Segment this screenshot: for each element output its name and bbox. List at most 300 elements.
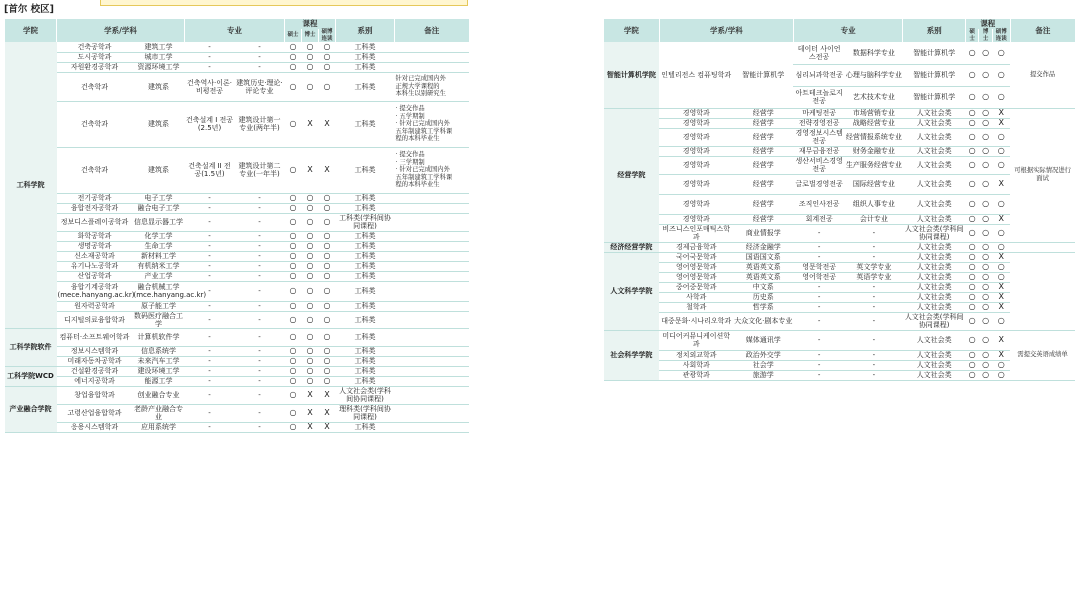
major-cn: - — [235, 231, 285, 241]
table-row — [5, 251, 469, 261]
course-doctor: ○ — [302, 42, 319, 52]
major-ko: - — [185, 193, 235, 203]
major-ko: - — [185, 422, 235, 432]
major-cn: - — [235, 52, 285, 62]
remark-cell — [395, 328, 469, 346]
course-combined: ○ — [319, 42, 336, 52]
major-cn: - — [235, 346, 285, 356]
course-doctor: ○ — [302, 311, 319, 328]
dept-cn: 经济金融学 — [733, 242, 793, 252]
dept-ko: 경영학과 — [659, 174, 733, 194]
remark-line: · 五学期制 — [395, 112, 425, 120]
dept-ko: 화학공학과 — [57, 231, 133, 241]
major-ko: - — [793, 350, 844, 360]
header-course: 课程 — [965, 19, 1010, 29]
table-row — [604, 194, 1076, 214]
course-combined: ○ — [992, 262, 1010, 272]
dept-cn: 原子能工学 — [133, 301, 185, 311]
dept-ko: 원자력공학과 — [57, 301, 133, 311]
course-combined: ○ — [992, 146, 1010, 156]
dept-ko: 철학과 — [659, 302, 733, 312]
course-combined: ○ — [992, 86, 1010, 108]
table-row — [604, 272, 1076, 282]
course-master: ○ — [965, 312, 978, 330]
table-row — [5, 213, 469, 231]
dept-ko: 산업공학과 — [57, 271, 133, 281]
dept-ko: 유기나노공학과 — [57, 261, 133, 271]
major-cn: - — [845, 350, 903, 360]
course-combined: ○ — [319, 328, 336, 346]
table-row — [604, 360, 1076, 370]
major-ko: - — [185, 231, 235, 241]
course-doctor: ○ — [979, 108, 992, 118]
dept-ko: 건축학과 — [57, 72, 133, 101]
dept-cn: 媒体通讯学 — [733, 330, 793, 350]
major-cn: - — [845, 252, 903, 262]
major-ko: - — [185, 404, 235, 422]
dept-ko: 경제금융학과 — [659, 242, 733, 252]
major-ko: - — [793, 242, 844, 252]
course-master: ○ — [965, 370, 978, 380]
course-doctor: ○ — [979, 224, 992, 242]
header-remark: 备注 — [1010, 19, 1075, 42]
course-master: ○ — [285, 72, 302, 101]
dept-ko: 국어국문학과 — [659, 252, 733, 262]
remark-line: 针对已完成国内外 — [395, 75, 446, 83]
course-master: ○ — [285, 231, 302, 241]
table-row — [5, 328, 469, 346]
dept-ko: 경영학과 — [659, 194, 733, 214]
major-ko: 조직인사전공 — [793, 194, 844, 214]
series-cell: 工科类 — [336, 203, 395, 213]
course-master: ○ — [965, 146, 978, 156]
dept-ko: 디지털의료융합학과 — [57, 311, 133, 328]
series-cell: 人文社会类 — [903, 174, 966, 194]
table-row — [604, 302, 1076, 312]
table-row — [604, 252, 1076, 262]
major-ko: 데이터 사이언스전공 — [793, 42, 844, 64]
major-ko: - — [185, 328, 235, 346]
dept-ko: 신소재공학과 — [57, 251, 133, 261]
series-cell: 人文社会类(学科间协同课程) — [904, 313, 964, 329]
table-row — [5, 241, 469, 251]
major-cn: - — [845, 330, 903, 350]
table-row — [5, 271, 469, 281]
dept-cn: 中文系 — [733, 282, 793, 292]
course-combined: X — [319, 404, 336, 422]
major-ko: - — [185, 261, 235, 271]
dept-ko: 건축학과 — [57, 101, 133, 147]
series-cell: 工科类(学科间协同课程) — [336, 213, 395, 231]
major-ko: - — [185, 251, 235, 261]
major-cn: - — [235, 328, 285, 346]
course-master: ○ — [965, 128, 978, 146]
course-master: ○ — [965, 214, 978, 224]
table-row — [604, 242, 1076, 252]
dept-ko: 중어중문학과 — [659, 282, 733, 292]
course-master: ○ — [285, 203, 302, 213]
major-ko: - — [185, 62, 235, 72]
series-cell: 工科类 — [336, 366, 395, 376]
dept-cn: 资源环境工学 — [133, 62, 185, 72]
remark-cell — [395, 72, 469, 101]
course-master: ○ — [285, 404, 302, 422]
major-cn: - — [845, 302, 903, 312]
course-combined: ○ — [319, 281, 336, 301]
course-master: ○ — [285, 328, 302, 346]
course-master: ○ — [285, 386, 302, 404]
dept-ko: 관광학과 — [659, 370, 733, 380]
dept-ko: 사학과 — [659, 292, 733, 302]
course-doctor: ○ — [979, 292, 992, 302]
table-row — [5, 422, 469, 432]
table-row — [604, 214, 1076, 224]
course-combined: ○ — [992, 128, 1010, 146]
major-cn: - — [845, 370, 903, 380]
major-cn: - — [235, 281, 285, 301]
course-master: ○ — [965, 108, 978, 118]
major-ko: - — [185, 281, 235, 301]
dept-ko: 경영학과 — [659, 156, 733, 174]
table-row — [5, 193, 469, 203]
course-master: ○ — [285, 147, 302, 193]
major-cn: 市场营销专业 — [845, 108, 903, 118]
table-row — [604, 118, 1076, 128]
remark-line: · 提交作品 — [395, 151, 425, 159]
major-ko: - — [793, 252, 844, 262]
college-cell: 产业融合学院 — [5, 386, 57, 432]
course-master: ○ — [285, 301, 302, 311]
course-combined: ○ — [319, 346, 336, 356]
campus-title: [首尔 校区] — [4, 4, 54, 15]
table-row — [604, 128, 1076, 146]
major-ko: - — [185, 356, 235, 366]
course-combined: X — [992, 350, 1010, 360]
header-doctor: 博士 — [302, 29, 319, 42]
remark-cell — [395, 356, 469, 366]
table-row — [5, 203, 469, 213]
course-combined: ○ — [319, 72, 336, 101]
course-combined: ○ — [992, 370, 1010, 380]
dept-ko: 경영학과 — [659, 146, 733, 156]
course-master: ○ — [965, 224, 978, 242]
dept-cn: 计算机软件学 — [133, 328, 185, 346]
remark-line: 五年制建筑工学科课 — [395, 173, 453, 181]
remark-cell — [395, 404, 469, 422]
dept-cn: 融合电子工学 — [133, 203, 185, 213]
course-combined: ○ — [992, 156, 1010, 174]
major-ko: 생산서비스경영전공 — [793, 156, 844, 174]
course-master: ○ — [285, 422, 302, 432]
course-doctor: X — [302, 386, 319, 404]
major-ko: 글로벌경영전공 — [793, 174, 844, 194]
dept-ko: 생명공학과 — [57, 241, 133, 251]
dept-cn: 国语国文系 — [733, 252, 793, 262]
course-master: ○ — [285, 346, 302, 356]
dept-cn: 经营学 — [733, 194, 793, 214]
course-doctor: ○ — [302, 193, 319, 203]
course-combined: X — [319, 422, 336, 432]
major-cn: - — [845, 312, 903, 330]
course-combined: ○ — [319, 301, 336, 311]
dept-cn: 数码医疗融合工学 — [134, 311, 183, 328]
series-cell: 工科类 — [336, 271, 395, 281]
dept-cn: 历史系 — [733, 292, 793, 302]
dept-cn: 政治外交学 — [733, 350, 793, 360]
course-combined: ○ — [992, 224, 1010, 242]
course-combined: X — [319, 101, 336, 147]
course-master: ○ — [965, 156, 978, 174]
course-combined: ○ — [992, 194, 1010, 214]
header-dept: 学系/学科 — [57, 19, 185, 42]
major-cn: - — [845, 242, 903, 252]
header-remark: 备注 — [395, 19, 469, 42]
series-cell: 工科类 — [336, 231, 395, 241]
course-doctor: X — [302, 404, 319, 422]
dept-ko: 건축학과 — [57, 147, 133, 193]
course-master: ○ — [285, 213, 302, 231]
series-cell: 人文社会类(学科间协同课程) — [336, 386, 395, 404]
table-row — [5, 52, 469, 62]
course-doctor: ○ — [302, 328, 319, 346]
course-doctor: ○ — [979, 86, 992, 108]
major-cn: 英文学专业 — [845, 262, 903, 272]
course-master: ○ — [285, 42, 302, 52]
major-ko: - — [185, 346, 235, 356]
dept-cn: 建筑系 — [133, 147, 185, 193]
dept-cn: 社会学 — [733, 360, 793, 370]
major-ko: - — [185, 241, 235, 251]
dept-ko: 자원환경공학과 — [57, 62, 133, 72]
major-ko: - — [793, 360, 844, 370]
major-cn: 战略经营专业 — [845, 118, 903, 128]
dept-cn: 经营学 — [733, 214, 793, 224]
remark-line: · 提交作品 — [395, 105, 425, 113]
course-combined: ○ — [319, 271, 336, 281]
major-ko: - — [793, 282, 844, 292]
dept-cn: 应用系统学 — [133, 422, 185, 432]
course-doctor: ○ — [302, 376, 319, 386]
college-cell: 经济经营学院 — [604, 242, 660, 252]
remark-cell — [395, 422, 469, 432]
course-doctor: ○ — [979, 128, 992, 146]
course-master: ○ — [965, 174, 978, 194]
series-cell: 人文社会类 — [903, 242, 966, 252]
series-cell: 工科类 — [336, 301, 395, 311]
dept-cn: 英语英文系 — [733, 262, 793, 272]
course-master: ○ — [965, 302, 978, 312]
major-cn: - — [235, 301, 285, 311]
course-master: ○ — [285, 62, 302, 72]
major-ko: - — [185, 301, 235, 311]
course-combined: ○ — [992, 64, 1010, 86]
dept-ko: 사회학과 — [659, 360, 733, 370]
course-doctor: ○ — [302, 261, 319, 271]
dept-cn: 信息显示器工学 — [133, 213, 185, 231]
remark-cell — [395, 346, 469, 356]
table-row — [5, 261, 469, 271]
course-combined: ○ — [319, 231, 336, 241]
course-combined: ○ — [992, 312, 1010, 330]
remark-cell — [395, 203, 469, 213]
course-doctor: ○ — [979, 312, 992, 330]
course-master: ○ — [285, 101, 302, 147]
remark-line: 本科生以别研究生 — [395, 90, 446, 98]
course-master: ○ — [965, 42, 978, 64]
table-row — [5, 101, 469, 147]
dept-cn: 商业情报学 — [733, 224, 793, 242]
course-master: ○ — [965, 86, 978, 108]
course-doctor: ○ — [302, 271, 319, 281]
college-cell: 工科学院软件 — [5, 328, 57, 366]
course-doctor: ○ — [302, 281, 319, 301]
dept-ko: 인텔리전스 컴퓨팅학과 — [659, 42, 733, 108]
series-cell: 人文社会类 — [903, 350, 966, 360]
major-ko: - — [793, 330, 844, 350]
table-row — [5, 346, 469, 356]
major-ko: 경영정보시스템전공 — [793, 128, 844, 146]
course-doctor: ○ — [979, 174, 992, 194]
course-combined: ○ — [319, 193, 336, 203]
header-doctor: 博士 — [979, 29, 992, 42]
course-combined: ○ — [319, 62, 336, 72]
course-combined: X — [992, 302, 1010, 312]
course-doctor: ○ — [302, 251, 319, 261]
dept-ko: 정보디스플레이공학과 — [57, 213, 133, 231]
series-cell: 人文社会类 — [903, 146, 966, 156]
series-cell: 工科类 — [336, 193, 395, 203]
major-cn: - — [235, 213, 285, 231]
dept-cn: 有机纳米工学 — [133, 261, 185, 271]
course-combined: X — [992, 214, 1010, 224]
major-ko: - — [185, 203, 235, 213]
course-doctor: ○ — [302, 62, 319, 72]
dept-ko: 전기공학과 — [57, 193, 133, 203]
header-combined: 硕博连读 — [319, 29, 336, 42]
major-ko: 전략경영전공 — [793, 118, 844, 128]
series-cell: 人文社会类 — [903, 128, 966, 146]
course-doctor: ○ — [979, 252, 992, 262]
header-series: 系别 — [336, 19, 395, 42]
course-master: ○ — [285, 271, 302, 281]
course-master: ○ — [965, 272, 978, 282]
major-cn: 会计专业 — [845, 214, 903, 224]
table-row — [604, 370, 1076, 380]
course-combined: ○ — [319, 241, 336, 251]
course-doctor: ○ — [302, 213, 319, 231]
major-cn: - — [235, 261, 285, 271]
table-row — [604, 262, 1076, 272]
table-row — [604, 350, 1076, 360]
header-combined: 硕博连读 — [992, 29, 1010, 42]
major-ko: - — [185, 386, 235, 404]
course-combined: X — [992, 330, 1010, 350]
dept-cn: 产业工学 — [133, 271, 185, 281]
course-master: ○ — [965, 262, 978, 272]
remark-line: 程的本科毕业生 — [395, 135, 440, 143]
dept-cn: 经营学 — [733, 174, 793, 194]
series-cell: 工科类 — [336, 346, 395, 356]
course-doctor: ○ — [979, 272, 992, 282]
college-cell: 工科学院 — [5, 42, 57, 328]
major-cn: - — [235, 203, 285, 213]
remark-cell — [395, 241, 469, 251]
remark-cell — [395, 42, 469, 52]
dept-ko: 건축공학과 — [57, 42, 133, 52]
major-cn: - — [235, 251, 285, 261]
course-combined: X — [992, 252, 1010, 262]
course-doctor: X — [302, 147, 319, 193]
series-cell: 人文社会类 — [903, 108, 966, 118]
notice-banner — [100, 0, 468, 6]
course-doctor: ○ — [302, 366, 319, 376]
dept-cn: 经营学 — [733, 128, 793, 146]
dept-cn: 建筑系 — [133, 72, 185, 101]
series-cell: 工科类 — [336, 42, 395, 52]
series-cell: 工科类 — [336, 101, 395, 147]
major-ko: - — [185, 376, 235, 386]
table-row — [5, 42, 469, 52]
course-master: ○ — [285, 241, 302, 251]
course-doctor: ○ — [979, 214, 992, 224]
series-cell: 人文社会类 — [903, 282, 966, 292]
remark-cell — [395, 261, 469, 271]
series-cell: 人文社会类 — [903, 330, 966, 350]
course-master: ○ — [285, 356, 302, 366]
dept-ko: 정치외교학과 — [659, 350, 733, 360]
series-cell: 工科类 — [336, 251, 395, 261]
remark-cell: 可根据实际情况进行面试 — [1010, 108, 1075, 242]
course-doctor: ○ — [979, 194, 992, 214]
header-master: 硕士 — [965, 29, 978, 42]
college-cell: 经营学院 — [604, 108, 660, 242]
course-doctor: X — [302, 101, 319, 147]
series-cell: 工科类 — [336, 328, 395, 346]
major-cn: 建筑设计第一专业(两年半) — [235, 101, 285, 147]
table-row — [5, 376, 469, 386]
dept-cn: 未来汽车工学 — [133, 356, 185, 366]
remark-line: · 针对已完成国内外 — [395, 166, 450, 174]
dept-cn: 信息系统学 — [133, 346, 185, 356]
series-cell: 人文社会类 — [903, 370, 966, 380]
course-combined: X — [992, 292, 1010, 302]
series-cell: 智能计算机学 — [903, 42, 966, 64]
dept-ko: 경영학과 — [659, 214, 733, 224]
course-doctor: ○ — [302, 72, 319, 101]
dept-cn: 经营学 — [733, 156, 793, 174]
table-row — [604, 156, 1076, 174]
series-cell: 工科类 — [336, 311, 395, 328]
major-cn: 生产服务经营专业 — [845, 156, 903, 174]
remark-cell — [395, 213, 469, 231]
major-cn: 数据科学专业 — [845, 42, 903, 64]
major-ko: 심리뇌과학전공 — [793, 64, 844, 86]
table-row — [5, 72, 469, 101]
course-combined: ○ — [992, 272, 1010, 282]
remark-cell — [395, 366, 469, 376]
course-doctor: X — [302, 422, 319, 432]
dept-ko: 경영학과 — [659, 118, 733, 128]
series-cell: 人文社会类 — [903, 214, 966, 224]
series-cell: 人文社会类 — [903, 302, 966, 312]
remark-cell — [395, 147, 469, 193]
dept-cn: 经营学 — [733, 146, 793, 156]
course-doctor: ○ — [302, 231, 319, 241]
course-master: ○ — [965, 360, 978, 370]
course-master: ○ — [285, 376, 302, 386]
course-master: ○ — [285, 281, 302, 301]
header-major: 专业 — [793, 19, 902, 42]
